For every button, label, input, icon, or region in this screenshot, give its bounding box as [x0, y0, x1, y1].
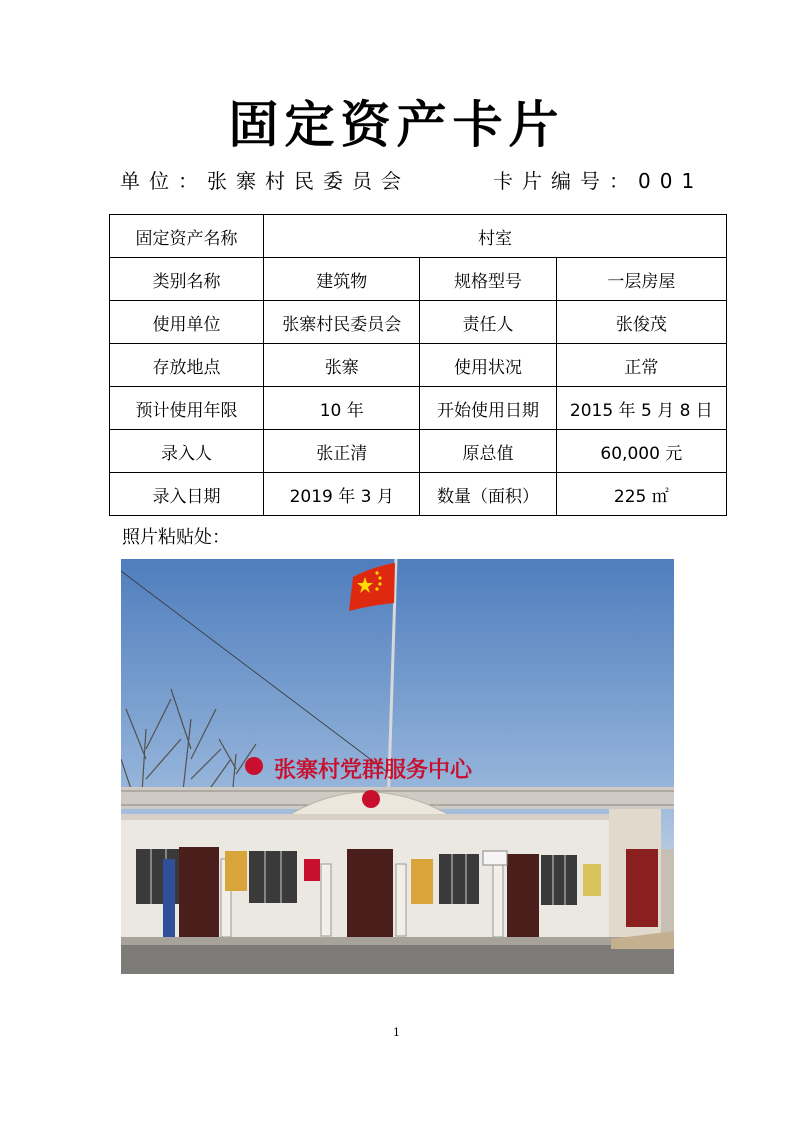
table-cell: 张寨村民委员会 [264, 301, 420, 344]
table-cell: 建筑物 [264, 258, 420, 301]
table-cell: 正常 [556, 344, 726, 387]
table-cell: 村室 [264, 215, 727, 258]
table-row [110, 387, 727, 430]
table-row [110, 344, 727, 387]
table-cell: 录入人 [110, 430, 264, 473]
table-cell: 一层房屋 [556, 258, 726, 301]
document-title: 固定资产卡片 [228, 95, 565, 154]
asset-card-table [109, 214, 727, 516]
table-row [110, 473, 727, 516]
table-cell: 责任人 [420, 301, 556, 344]
roof-sign [245, 757, 473, 783]
table-cell: 60,000 元 [556, 430, 726, 473]
card-number: 卡片编号：001 [493, 169, 704, 193]
table-cell: 2019 年 3 月 [264, 473, 420, 516]
table-cell: 存放地点 [110, 344, 264, 387]
table-cell: 原总值 [420, 430, 556, 473]
table-cell: 预计使用年限 [110, 387, 264, 430]
building-photo [121, 559, 674, 974]
sign-text: 张寨村党群服务中心 [274, 758, 473, 783]
table-cell: 10 年 [264, 387, 420, 430]
table-cell: 类别名称 [110, 258, 264, 301]
table-row [110, 258, 727, 301]
table-cell: 2015 年 5 月 8 日 [556, 387, 726, 430]
table-cell: 张俊茂 [556, 301, 726, 344]
page-number: 1 [393, 1026, 400, 1039]
table-cell: 张正清 [264, 430, 420, 473]
table-cell: 张寨 [264, 344, 420, 387]
table-cell: 225 ㎡ [556, 473, 726, 516]
table-cell: 规格型号 [420, 258, 556, 301]
photo-label: 照片粘贴处： [122, 527, 230, 548]
table-cell: 固定资产名称 [110, 215, 264, 258]
table-cell: 录入日期 [110, 473, 264, 516]
table-cell: 开始使用日期 [420, 387, 556, 430]
table-cell: 使用状况 [420, 344, 556, 387]
table-row [110, 301, 727, 344]
ground [121, 945, 674, 974]
table-cell: 使用单位 [110, 301, 264, 344]
table-cell: 数量（面积） [420, 473, 556, 516]
unit-label: 单位：张寨村民委员会 [120, 169, 410, 193]
table-row [110, 430, 727, 473]
table-row [110, 215, 727, 258]
